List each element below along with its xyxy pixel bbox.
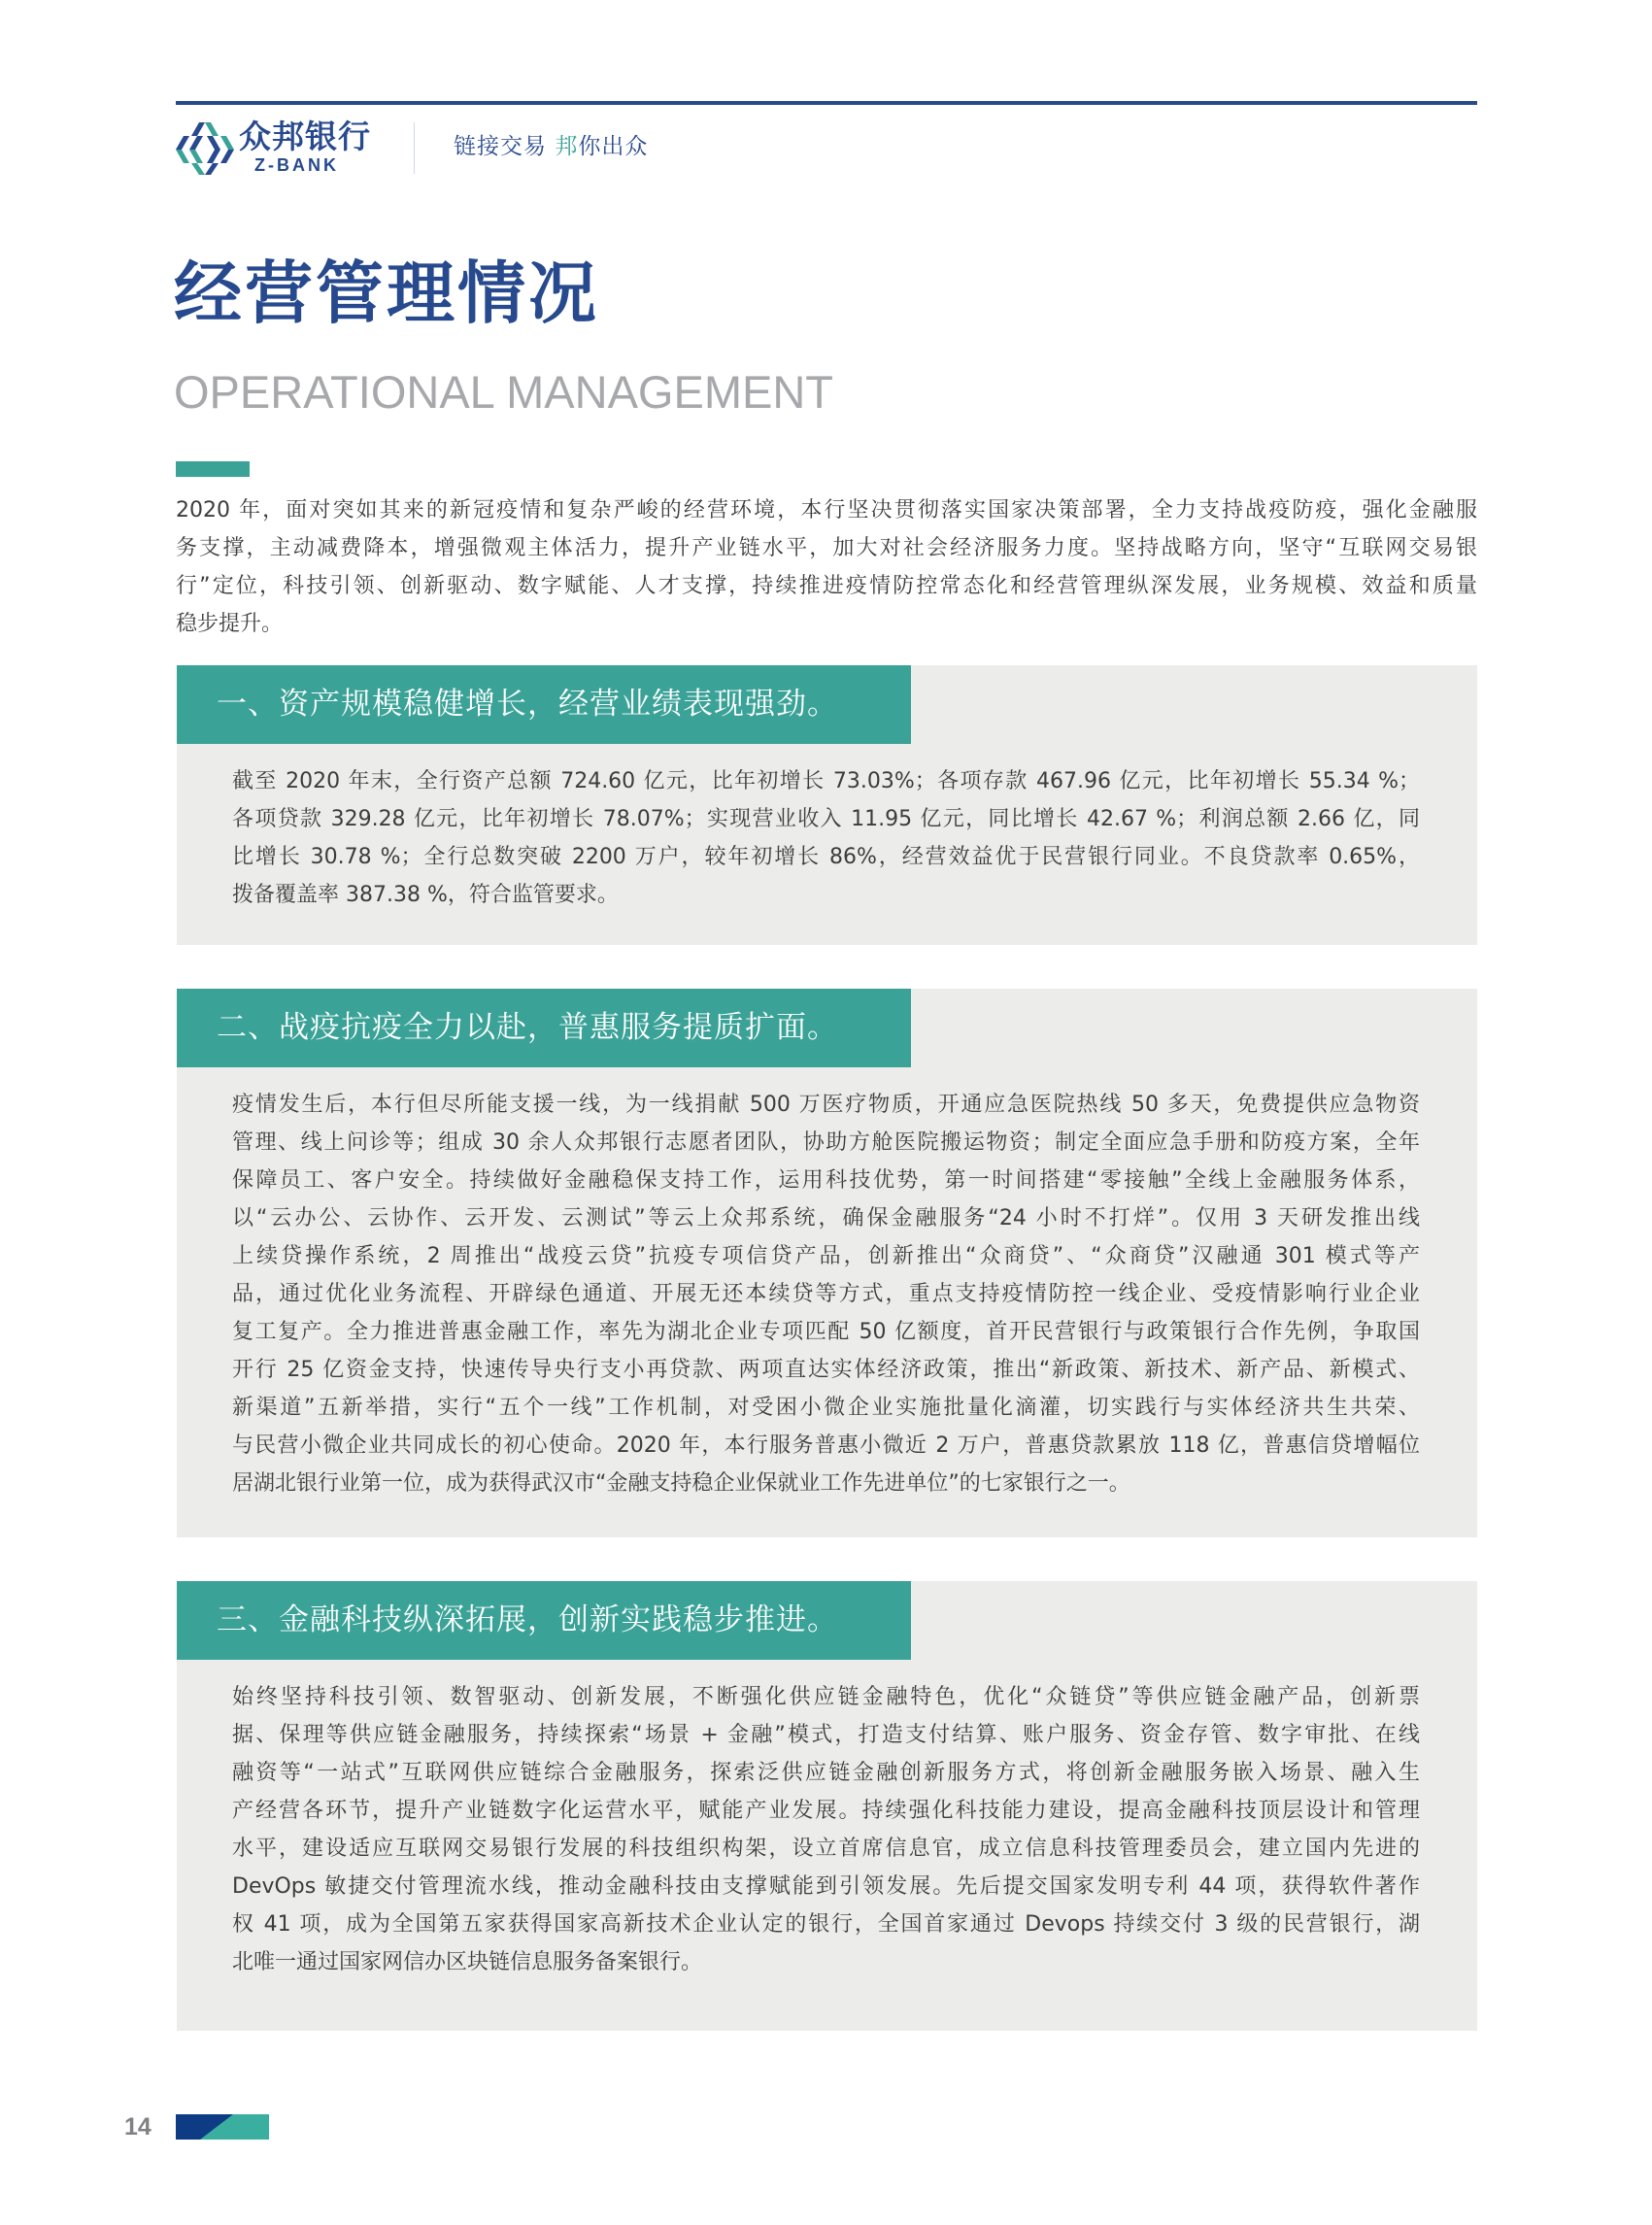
section-line: 据、保理等供应链金融服务，持续探索“场景 + 金融”模式，打造支付结算、账户服务、资金存管、数字审批、在线 <box>232 1723 1420 1747</box>
section-line: 产经营各环节，提升产业链数字化运营水平，赋能产业发展。持续强化科技能力建设，提高金融科技顶层设计和管理 <box>232 1799 1420 1823</box>
section-body <box>232 1678 1420 1981</box>
section-line: 截至 2020 年末，全行资产总额 724.60 亿元，比年初增长 73.03%；各项存款 467.96 亿元，比年初增长 55.34 %； <box>232 769 1420 793</box>
section-line: 开行 25 亿资金支持，快速传导央行支小再贷款、两项直达实体经济政策，推出“新政策、新技术、新产品、新模式、 <box>232 1358 1420 1382</box>
section-line: 北唯一通过国家网信办区块链信息服务备案银行。 <box>232 1950 703 1974</box>
section-line: 比增长 30.78 %；全行总数突破 2200 万户，较年初增长 86%，经营效益优于民营银行同业。不良贷款率 0.65%， <box>232 845 1420 869</box>
slogan-part2: 你出众 <box>578 134 649 159</box>
section-line: 融资等“一站式”互联网供应链综合金融服务，探索泛供应链金融创新服务方式，将创新金融服务嵌入场景、融入生 <box>232 1761 1420 1785</box>
section-line: 权 41 项，成为全国第五家获得国家高新技术企业认定的银行，全国首家通过 Devops 持续交付 3 级的民营银行，湖 <box>232 1912 1420 1937</box>
section-line: 管理、线上问诊等；组成 30 余人众邦银行志愿者团队，协助方舱医院搬运物资；制定全面应急手册和防疫方案，全年 <box>232 1130 1420 1155</box>
section-line: 品，通过优化业务流程、开辟绿色通道、开展无还本续贷等方式，重点支持疫情防控一线企业、受疫情影响行业企业 <box>232 1282 1420 1306</box>
section-line: 复工复产。全力推进普惠金融工作，率先为湖北企业专项匹配 50 亿额度，首开民营银行与政策银行合作先例，争取国 <box>232 1320 1420 1344</box>
page-corner-deco-icon <box>176 2114 269 2140</box>
page-subtitle: OPERATIONAL MANAGEMENT <box>174 366 833 418</box>
section-line: 疫情发生后，本行但尽所能支援一线，为一线捐献 500 万医疗物质，开通应急医院热线 50 多天，免费提供应急物资 <box>232 1093 1420 1117</box>
section-heading: 三、金融科技纵深拓展，创新实践稳步推进。 <box>177 1581 911 1660</box>
title-accent-bar <box>176 461 250 477</box>
section-line: 上续贷操作系统，2 周推出“战疫云贷”抗疫专项信贷产品，创新推出“众商贷”、“众商贷”汉融通 301 模式等产 <box>232 1244 1420 1268</box>
header-separator <box>414 122 415 174</box>
section-line: 新渠道”五新举措，实行“五个一线”工作机制，对受困小微企业实施批量化滴灌，切实践行与实体经济共生共荣、 <box>232 1396 1420 1420</box>
section-heading: 一、资产规模稳健增长，经营业绩表现强劲。 <box>177 665 911 744</box>
page-title: 经营管理情况 <box>174 253 599 333</box>
section-line: 居湖北银行业第一位，成为获得武汉市“金融支持稳企业保就业工作先进单位”的七家银行之一。 <box>232 1471 1130 1496</box>
slogan-accent: 邦 <box>555 134 579 159</box>
section-fintech <box>177 1581 1477 2031</box>
section-pandemic-inclusive <box>177 989 1477 1537</box>
intro-paragraph <box>176 491 1477 643</box>
header-slogan <box>454 132 648 161</box>
slogan-part1: 链接交易 <box>454 134 556 159</box>
section-body <box>232 1086 1420 1502</box>
intro-line: 务支撑，主动减费降本，增强微观主体活力，提升产业链水平，加大对社会经济服务力度。坚持战略方向，坚守“互联网交易银 <box>176 536 1477 560</box>
section-line: 与民营小微企业共同成长的初心使命。2020 年，本行服务普惠小微近 2 万户，普惠贷款累放 118 亿，普惠信贷增幅位 <box>232 1433 1420 1458</box>
intro-line: 2020 年，面对突如其来的新冠疫情和复杂严峻的经营环境，本行坚决贯彻落实国家决策部署，全力支持战疫防疫，强化金融服 <box>176 498 1477 523</box>
logo-wordmark-cn: 众邦银行 <box>239 118 371 155</box>
section-line: 以“云办公、云协作、云开发、云测试”等云上众邦系统，确保金融服务“24 小时不打烊”。仅用 3 天研发推出线 <box>232 1206 1420 1230</box>
zbank-logo-icon <box>176 120 234 177</box>
logo-wordmark-en: Z-BANK <box>254 155 339 175</box>
header-top-rule <box>176 101 1477 105</box>
section-line: DevOps 敏捷交付管理流水线，推动金融科技由支撑赋能到引领发展。先后提交国家发明专利 44 项，获得软件著作 <box>232 1874 1420 1899</box>
section-line: 保障员工、客户安全。持续做好金融稳保支持工作，运用科技优势，第一时间搭建“零接触”全线上金融服务体系， <box>232 1168 1420 1193</box>
section-line: 拨备覆盖率 387.38 %，符合监管要求。 <box>232 883 619 907</box>
intro-line: 稳步提升。 <box>176 612 284 636</box>
section-line: 始终坚持科技引领、数智驱动、创新发展，不断强化供应链金融特色，优化“众链贷”等供应链金融产品，创新票 <box>232 1685 1420 1709</box>
section-line: 各项贷款 329.28 亿元，比年初增长 78.07%；实现营业收入 11.95 亿元，同比增长 42.67 %；利润总额 2.66 亿，同 <box>232 807 1420 831</box>
section-line: 水平，建设适应互联网交易银行发展的科技组织构架，设立首席信息官，成立信息科技管理委员会，建立国内先进的 <box>232 1837 1420 1861</box>
section-body <box>232 762 1420 914</box>
section-heading: 二、战疫抗疫全力以赴，普惠服务提质扩面。 <box>177 989 911 1067</box>
intro-line: 行”定位，科技引领、创新驱动、数字赋能、人才支撑，持续推进疫情防控常态化和经营管理纵深发展，业务规模、效益和质量 <box>176 574 1477 598</box>
section-assets <box>177 665 1477 945</box>
page-number: 14 <box>124 2113 152 2141</box>
